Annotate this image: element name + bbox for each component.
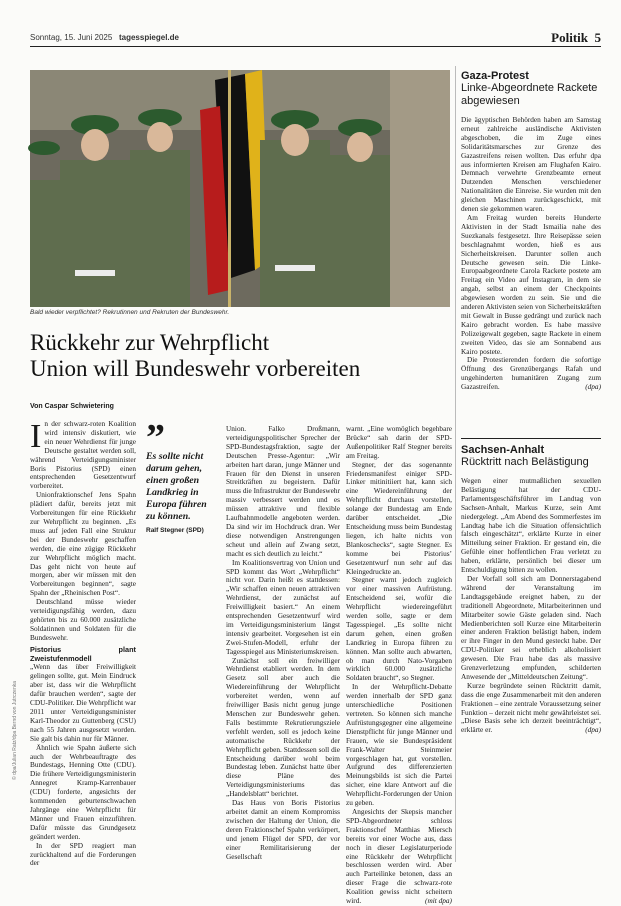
main-photo	[30, 70, 450, 307]
paragraph: Stegner, der das sogenannte Friedensmanifest einiger SPD-Linker mitinitiiert hat, kann sich eine Wiedereinführung der Wehrpflicht durchaus vorstellen, solange der Bundestag am Ende darüber entscheidet. „Die Entscheidung muss beim Bundestag liegen, ich halte nichts von Blankoschecks“, sagte Stegner. Es komme bei Pistorius’ Gesetzentwurf nun sehr auf das Kleingedruckte an.	[346, 459, 452, 576]
sidebar-divider	[455, 66, 456, 862]
paragraph: Ähnlich wie Spahn äußerte sich auch der Wehrbeauftragte des Bundestags, Henning Otte (CDU). Die frühere Verteidigungsministerin Annegret Kramp-Karrenbauer (CDU) forderte, angesichts der kommenden geburtenschwachen Jahrgänge eine Wehrpflicht für Männer und Frauen einzuführen. Dafür müsste das Grundgesetz geändert werden.	[30, 742, 136, 841]
paragraph: Die Protestierenden fordern die sofortige Öffnung des Grenzübergangs Rafah und ungehinderten humanitären Zugang zum Gazastreifen. (dpa)	[461, 355, 601, 392]
headline-line-1: Rückkehr zur Wehrpflicht	[30, 330, 270, 355]
paragraph: „Wenn das über Freiwilligkeit gelingen sollte, gut. Mein Eindruck aber ist, dass wir die Wehrpflicht dafür brauchen werden“, sagte der CDU-Politiker. Die Wehrpflicht war 2011 unter Verteidigungsminister Karl-Theodor zu Guttenberg (CSU) nach 55 Jahren ausgesetzt worden. Sie galt bis dahin nur für Männer.	[30, 662, 136, 743]
side1-body	[461, 116, 601, 426]
paragraph: Der Vorfall soll sich am Donnerstagabend während der Veranstaltung im Landtagsgebäude ereignet haben, zu der traditionell Abgeordnete, Mitarbeiterinnen und Mitarbeiter sowie Gäste geladen sind. Nach Medienberichten soll Kurze eine Mitarbeiterin einer anderen Fraktion belästigt haben, indem er ihre Finger in den Mund gesteckt habe. Der CDU-Politiker sei erheblich alkoholisiert gewesen. Die Frau habe das als massive Grenzverletzung empfunden, schilderten Anwesende der „Mitteldeutschen Zeitung“.	[461, 573, 601, 681]
side1-kicker: Gaza-Protest	[461, 70, 529, 82]
drop-cap: I	[30, 418, 42, 455]
headline-line-2: Union will Bundeswehr vorbereiten	[30, 356, 361, 381]
side2-kicker: Sachsen-Anhalt	[461, 444, 545, 456]
paragraph: Im Koalitionsvertrag von Union und SPD kommt das Wort „Wehrpflicht“ nicht vor. Darin heißt es stattdessen: „Wir schaffen einen neuen attraktiven Wehrdienst, der zunächst auf Freiwilligkeit basiert.“ An einem entsprechenden Gesetzentwurf wird im Verteidigungsministerium längst intensiv gearbeitet. Vorgesehen ist ein Zwei-Stufen-Modell, erfuhr der Tagesspiegel aus Ministeriumskreisen.	[226, 557, 340, 656]
side1-title: Linke-Abgeordnete Rackete abgewiesen	[461, 82, 598, 107]
paragraph: Unionfraktionschef Jens Spahn plädiert dafür, bereits jetzt mit Vorbereitungen für eine Rückkehr zur Wehrpflicht zu beginnen. „Es muss auf jeden Fall eine Struktur bei der Bundeswehr geschaffen werden, die eine zügige Rückkehr zur Wehrpflicht möglich macht. Das geht nicht von heute auf morgen, aber wir müssen mit den Vorbereitungen beginnen“, sagte Spahn der „Rheinischen Post“.	[30, 490, 136, 598]
paragraph: Wegen einer mutmaßlichen sexuellen Belästigung hat der CDU-Parlamentsgeschäftsführer im Landtag von Sachsen-Anhalt, Markus Kurze, sein Amt niedergelegt. „Am Abend des Sommerfestes im Landtag habe ich die Situation offensichtlich falsch eingeschätzt“, erklärte Kurze in einer Mitteilung seiner Fraktion. Er gestand ein, die Gefühle einer hoffentlichen Frau verletzt zu haben, erklärte, persönlich bei dieser um Entschuldigung bitten zu wollen.	[461, 476, 601, 575]
paragraph: In der SPD reagiert man zurückhaltend auf die Forderungen der	[30, 840, 136, 868]
article-headline	[30, 330, 460, 382]
quote-text: Es sollte nicht darum gehen, einen großen Landkrieg in Europa führen zu können.	[146, 451, 207, 522]
source-note: (dpa)	[585, 382, 601, 392]
section-label	[551, 30, 601, 46]
paragraph: Kurze begründete seinen Rücktritt damit, dass die enge Zusammenarbeit mit den anderen Fraktionen – eine zentrale Voraussetzung seiner Funktion – derzeit nicht mehr gewährleistet sei. „Diese Basis sehe ich derzeit beeinträchtigt“, erklärte er. (dpa)	[461, 680, 601, 735]
sidebar-story-sachsen-anhalt	[461, 444, 601, 847]
section-name: Politik	[551, 30, 588, 45]
paragraph: Angesichts der Skepsis mancher SPD-Abgeordneter schloss Fraktionschef Matthias Miersch bereits vor einer Woche aus, dass noch in dieser Legislaturperiode eine Rückkehr der Wehrpflicht beschlossen werden wird. Aber auch Parteilinke betonen, dass an dieser Frage die schwarz-rote Koalition gewiss nicht scheitern wird. (mit dpa)	[346, 806, 452, 906]
article-column-1	[30, 418, 136, 868]
paragraph: warnt. „Eine womöglich begehbare Brücke“ sah darin der SPD-Außenpolitiker Ralf Stegner bereits am Freitag.	[346, 424, 452, 460]
paragraph: Die ägyptischen Behörden haben am Samstag erneut zahlreiche ausländische Aktivisten abgeschoben, die im Zuge eines Solidaritätsmarsches zur Grenze des Gazastreifens reisen wollten. Das erfuhr dpa aus informierten Kreisen am Flughafen Kairo. Demnach verwehrte Grenzbeamte erneut Dutzenden Menschen verschiedener Nationalitäten die Einreise. Sie wurden mit den gleichen Maschinen zurückgeschickt, mit denen sie gekommen waren.	[461, 115, 601, 214]
header-date: Sonntag, 15. Juni 2025	[30, 33, 113, 42]
sidebar-story-gaza	[461, 70, 601, 426]
page-number: 5	[594, 30, 601, 45]
pull-quote	[146, 417, 218, 534]
sidebar-rule	[461, 438, 601, 439]
subheading: Pistorius plant Zweistufenmodell	[30, 644, 136, 663]
article-column-3	[346, 424, 452, 906]
source-note: (dpa)	[585, 725, 601, 735]
soldiers-flag-photo	[30, 70, 450, 307]
header-dateline	[30, 33, 179, 42]
side2-body	[461, 477, 601, 847]
lead-paragraph: In der schwarz-roten Koalition wird intensiv diskutiert, wie ein neuer Wehrdienst für junge Deutsche gestaltet werden soll, während Verteidigungsminister Boris Pistorius (SPD) einen entsprechenden Gesetzentwurf vorbereitet.	[30, 418, 136, 491]
header-rule	[30, 46, 601, 47]
paragraph: Stegner warnt jedoch zugleich vor einer massiven Aufrüstung. Entscheidend sei, wofür die Wehrpflicht wiedereingeführt werden solle, sagte er dem Tagesspiegel. „Es sollte nicht darum gehen, einen großen Landkrieg in Europa führen zu können. Man sollte auch abwarten, ob man durch Nato-Vorgaben wirklich 60.000 zusätzliche Soldaten braucht“, so Stegner.	[346, 575, 452, 683]
side2-title: Rücktritt nach Belästigung	[461, 456, 589, 468]
byline: Von Caspar Schwietering	[30, 403, 114, 410]
photo-caption: Bald wieder verpflichtet? Rekrutinnen und Rekruten der Bundeswehr.	[30, 309, 230, 316]
header-site[interactable]: tagesspiegel.de	[118, 33, 179, 42]
paragraph: In der Wehrpflicht-Debatte werden innerhalb der SPD ganz unterschiedliche Positionen vertreten. So können sich manche Aufrüstungsgegner eine allgemeine Dienstpflicht für junge Männer und Frauen, wie sie Bundespräsident Frank-Walter Steinmeier vorgeschlagen hat, gut vorstellen. Aufgrund des differenzierten Meinungsbilds ist sich die Partei sicher, eine klare Antwort auf die Wehrpflicht-Forderungen der Union zu geben.	[346, 682, 452, 808]
quote-mark-icon: ”	[146, 417, 165, 459]
article-column-2	[226, 425, 340, 860]
paragraph: Am Freitag wurden bereits Hunderte Aktivisten in der Stadt Ismailia nahe des Suezkanals festgesetzt. Ihre Reisepässe seien beschlagnahmt worden, hieß es aus Sicherheitskreisen. Darunter sollen auch Deutsche gewesen sein. Die Linke-Europaabgeordnete Carola Rackete postete am Freitag ein Video auf Instagram, in dem sie angab, selbst an einem der Checkpoints abgewiesen worden zu sein. Sie und die anderen Aktivisten seien von Sicherheitskräften mit Gewalt in Busse gedrängt und zurück nach Kairo gebracht worden. Es habe massive Polizeigewalt gegeben, sagte Rackete in einem zweiten Video, das sie am Sonnabend aus Kairo postete.	[461, 212, 601, 356]
quote-author: Ralf Stegner (SPD)	[146, 527, 204, 534]
paragraph: Zunächst soll ein freiwilliger Wehrdienst etabliert werden. In dem Gesetz soll aber auch die Wiedereinführung der Wehrpflicht vorbereitet werden, wenn auf freiwilliger Basis nicht genug junge Menschen zur Bundeswehr gehen. Falls bestimmte Rekrutierungsziele verfehlt werden, soll es jedoch keine automatische Rückkehr der Wehrpflicht geben. Stattdessen soll die Entscheidung darüber wohl beim Bundestag leben. Zunächst hatte über diese Pläne des Verteidigungsministeriums das „Handelsblatt“ berichtet.	[226, 655, 340, 799]
source-note: (mit dpa)	[425, 896, 452, 906]
photo-credit: © dpa/Julian Ratz/dpa Bernd von Jutrczenka	[12, 680, 18, 780]
paragraph: Union. Falko Droßmann, verteidigungspolitischer Sprecher der SPD-Bundestagsfraktion, sagte der Deutschen Presse-Agentur: „Wir arbeiten hart daran, junge Männer und Frauen für den Dienst in unseren Streitkräften zu begeistern. Dafür muss die Infrastruktur der Bundeswehr massiv verbessert werden und es müssen attraktive und flexible Laufbahnmodelle angeboten werden. Da sind wir im Hochdruck dran. Wer diese notwendigen Anstrengungen scheut und allein auf Zwang setzt, macht es sich deutlich zu leicht.“	[226, 424, 340, 558]
paragraph: Deutschland müsse wieder verteidigungsfähig werden, dazu gehörten bis zu 60.000 zusätzliche Soldatinnen und Soldaten für die Bundeswehr.	[30, 597, 136, 642]
paragraph: Das Haus von Boris Pistorius arbeitet damit an einem Kompromiss zwischen der Haltung der Union, die deren Fraktionschef Spahn verkörpert, und jenem Flügel der SPD, der vor einer Remilitarisierung der Gesellschaft	[226, 798, 340, 861]
